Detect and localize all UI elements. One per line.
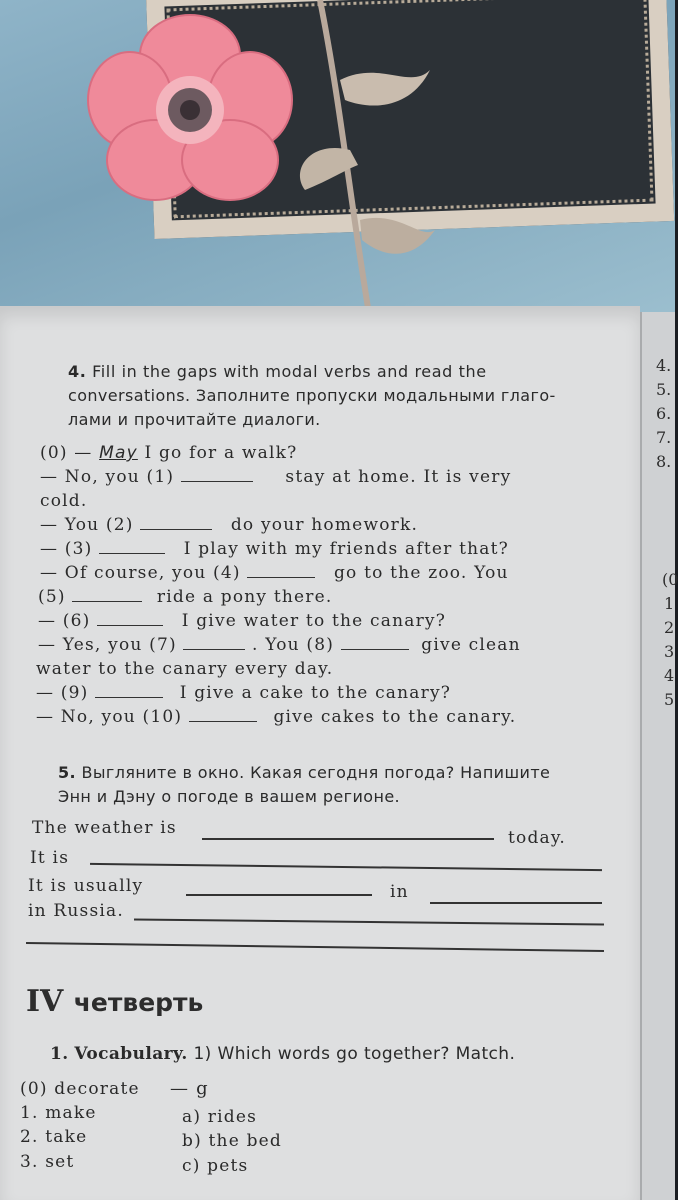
usually-answer-line — [186, 894, 372, 896]
vocab-right-c: c) pets — [182, 1156, 249, 1176]
in-russia-label: in Russia. — [28, 901, 124, 921]
vocab-label: Vocabulary. — [74, 1044, 188, 1064]
dialog-line-3-end: do your homework. — [230, 515, 419, 535]
quarter-heading — [26, 984, 203, 1019]
dialog-line-5-end: go to the zoo. You — [333, 563, 509, 583]
task5-number: 5. — [58, 763, 77, 782]
dialog-line-5-start: — Of course, you (4) — [40, 563, 241, 583]
dialog-line-8-mid: . You (8) — [252, 635, 335, 655]
vocab-left-2: 2. take — [20, 1127, 88, 1147]
vocab-instruction-text: 1) Which words go together? Match. — [193, 1044, 516, 1064]
side-num-5: 5. — [656, 380, 672, 399]
dialog-line-8-start: — Yes, you (7) — [38, 635, 177, 655]
dialog-line-3-start: — You (2) — [40, 515, 134, 535]
dialog-line-11-end: give cakes to the canary. — [273, 707, 517, 727]
it-is-label: It is — [30, 848, 70, 868]
task4-instruction-line3: лами и прочитайте диалоги. — [68, 410, 321, 429]
usually-label: It is usually — [28, 876, 144, 896]
gap-4 — [247, 577, 315, 578]
dialog-line-1-end: stay at home. It is very — [285, 467, 512, 487]
dialog-line-8 — [38, 635, 521, 655]
side-num-4: 4. — [656, 356, 672, 375]
dialog-line-4-start: — (3) — [40, 539, 93, 559]
dialog-line-11-start: — No, you (10) — [36, 707, 183, 727]
dialog-line-0-end: I go for a walk? — [144, 443, 298, 463]
side-num-7: 7. — [656, 428, 672, 447]
flower-stem — [300, 0, 440, 320]
dialog-line-1-start: — No, you (1) — [40, 467, 175, 487]
vocab-instruction — [50, 1044, 515, 1064]
gap-7 — [183, 649, 245, 650]
task4-instruction-line2: conversations. Заполните пропуски модальными глаго- — [68, 386, 556, 405]
cover-illustration — [0, 0, 675, 320]
adjacent-page-edge — [640, 312, 678, 1200]
dialog-line-1 — [40, 467, 511, 487]
side-num-0: (0 — [662, 570, 678, 589]
vocab-left-3: 3. set — [20, 1152, 75, 1172]
side-num-2: 2 — [664, 618, 675, 637]
side-num-1: 1 — [664, 594, 675, 613]
dialog-line-7-start: — (6) — [38, 611, 91, 631]
example-answer-may: May — [99, 443, 138, 463]
gap-9 — [95, 697, 163, 698]
task5-instruction-line2: Энн и Дэну о погоде в вашем регионе. — [58, 787, 401, 806]
today-label: today. — [508, 828, 567, 848]
vocab-left-0: (0) decorate — [20, 1079, 140, 1099]
gap-5 — [72, 601, 142, 602]
side-num-6: 6. — [656, 404, 672, 423]
side-num-4b: 4 — [664, 666, 675, 685]
dialog-line-6-start: (5) — [38, 587, 66, 607]
gap-8 — [341, 649, 409, 650]
dialog-line-5 — [40, 563, 509, 583]
vocab-example-answer: — g — [170, 1078, 209, 1099]
in-label: in — [390, 882, 409, 902]
vocab-left-1: 1. make — [20, 1103, 97, 1123]
vocab-number: 1. — [50, 1044, 69, 1064]
dialog-line-8-end: give clean — [421, 635, 521, 655]
gap-1 — [181, 481, 253, 482]
task5-instruction-line1: Выгляните в окно. Какая сегодня погода? Напишите — [81, 763, 551, 782]
dialog-line-4 — [40, 539, 509, 559]
dialog-line-4-end: I play with my friends after that? — [183, 539, 509, 559]
dialog-line-10 — [36, 683, 451, 703]
gap-6 — [97, 625, 163, 626]
vocab-right-b: b) the bed — [182, 1131, 282, 1151]
side-num-8: 8. — [656, 452, 672, 471]
textbook-page — [0, 306, 640, 1200]
dialog-line-6-end: ride a pony there. — [156, 587, 333, 607]
task4-instruction-en: Fill in the gaps with modal verbs and read the — [92, 362, 487, 381]
dialog-line-10-end: I give a cake to the canary? — [179, 683, 452, 703]
quarter-title: четверть — [73, 988, 204, 1017]
dialog-line-7-end: I give water to the canary? — [181, 611, 447, 631]
quarter-numeral: IV — [26, 984, 64, 1019]
side-num-5b: 5 — [664, 690, 675, 709]
dialog-line-10-start: — (9) — [36, 683, 89, 703]
task4-instruction — [68, 362, 487, 381]
dialog-line-0-start: (0) — — [40, 443, 93, 463]
dialog-line-3 — [40, 515, 418, 535]
side-num-3: 3 — [664, 642, 675, 661]
in-answer-line — [430, 902, 602, 904]
task4-number: 4. — [68, 362, 87, 381]
gap-3 — [99, 553, 165, 554]
weather-answer-line — [202, 838, 494, 840]
gap-2 — [140, 529, 212, 530]
dialog-line-2: cold. — [40, 491, 88, 511]
task5-instruction — [58, 763, 550, 782]
gap-10 — [189, 721, 257, 722]
dialog-line-7 — [38, 611, 446, 631]
dialog-line-0 — [40, 443, 297, 463]
dialog-line-9: water to the canary every day. — [36, 659, 334, 679]
dialog-line-6 — [38, 587, 332, 607]
vocab-right-a: a) rides — [182, 1107, 258, 1127]
weather-is-label: The weather is — [32, 818, 177, 838]
poppy-flower — [85, 10, 295, 210]
dialog-line-11 — [36, 707, 516, 727]
